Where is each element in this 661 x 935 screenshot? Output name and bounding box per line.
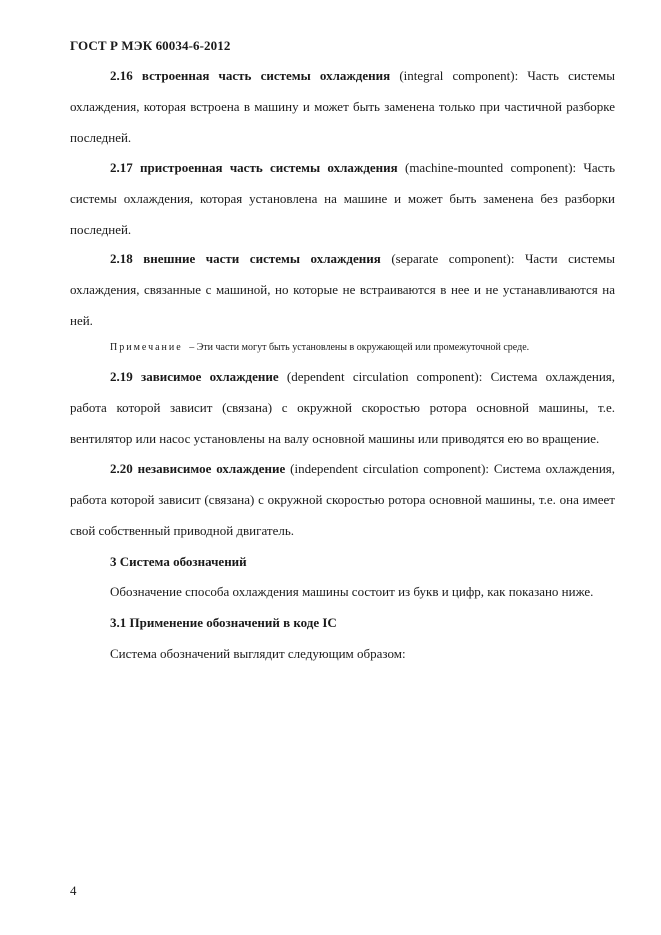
note-label: Примечание — [110, 342, 183, 353]
term-2-17 — [70, 152, 615, 245]
term-definition: (integral component): Часть системы охлаждения, которая встроена в машину и может быть заменена только при частичной разборке последней. — [70, 68, 616, 145]
term-definition: (dependent circulation component): Система охлаждения, работа которой зависит (связана) с окружной скоростью ротора основной машины, т.е. вентилятор или насос установлены на валу основной машины или приводятся ею во вращение. — [70, 369, 616, 446]
term-name: встроенная часть системы охлаждения — [141, 68, 391, 83]
term-2-19 — [70, 361, 615, 454]
term-2-20 — [70, 453, 615, 546]
term-name: зависимое охлаждение — [140, 369, 279, 384]
term-number: 2.19 — [110, 369, 133, 384]
page-number: 4 — [70, 883, 77, 898]
section-3-text: Обозначение способа охлаждения машины состоит из букв и цифр, как показано ниже. — [110, 584, 594, 599]
term-number: 2.20 — [110, 461, 133, 476]
section-3-1-heading: 3.1 Применение обозначений в коде IC — [110, 615, 337, 630]
term-number: 2.18 — [110, 251, 133, 266]
term-number: 2.17 — [110, 160, 133, 175]
term-definition: (separate component): Части системы охлаждения, связанные с машиной, но которые не встраиваются в нее и не устанавливаются на ней. — [70, 251, 616, 328]
term-2-18 — [70, 243, 615, 336]
term-name: пристроенная часть системы охлаждения — [140, 160, 398, 175]
term-number: 2.16 — [110, 68, 133, 83]
section-3-1-text: Система обозначений выглядит следующим образом: — [110, 646, 406, 661]
note-text: – Эти части могут быть установлены в окружающей или промежуточной среде. — [189, 342, 530, 353]
term-definition: (machine-mounted component): Часть системы охлаждения, которая установлена на машине и может быть заменена без разборки последней. — [70, 160, 616, 237]
term-definition: (independent circulation component): Система охлаждения, работа которой зависит (связана) с окружной скоростью ротора основной машины, т.е. она имеет свой собственный приводной двигатель. — [70, 461, 616, 538]
term-name: внешние части системы охлаждения — [143, 251, 381, 266]
document-header: ГОСТ Р МЭК 60034-6-2012 — [70, 38, 231, 53]
section-3-heading: 3 Система обозначений — [110, 554, 247, 569]
note — [110, 341, 529, 355]
term-2-16 — [70, 60, 615, 153]
term-name: независимое охлаждение — [137, 461, 286, 476]
